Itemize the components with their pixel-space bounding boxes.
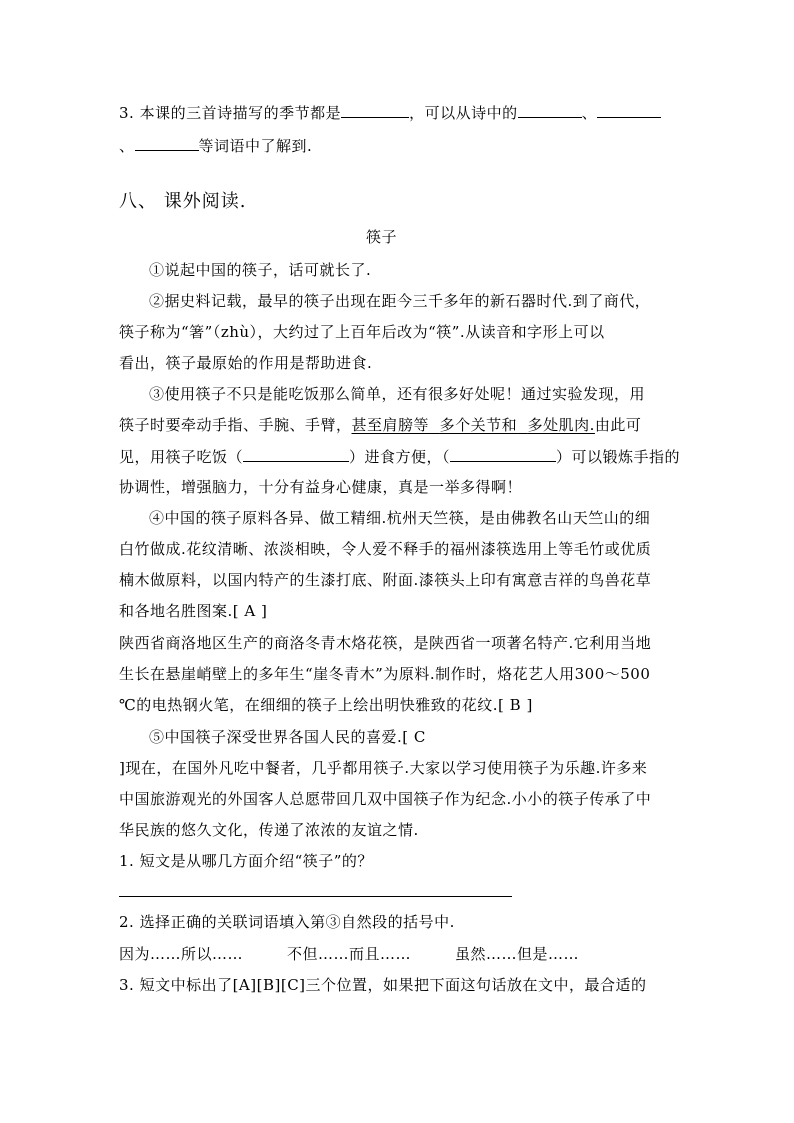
answer-blank[interactable]	[450, 446, 556, 462]
p3-text: 见，用筷子吃饭（	[119, 448, 244, 466]
answer-blank[interactable]	[243, 446, 349, 462]
answer-line[interactable]	[119, 896, 512, 897]
answer-blank[interactable]	[135, 135, 199, 151]
section-heading: 八、 课外阅读.	[119, 191, 247, 212]
p3-text: ）可以锻炼手指的	[556, 448, 681, 466]
paragraph-3-line3	[119, 446, 680, 467]
q3-text-b: ，可以从诗中的	[409, 104, 518, 122]
answer-blank[interactable]	[518, 102, 582, 118]
p3-text: 由此可	[594, 416, 642, 434]
paragraph-1: ①说起中国的筷子，话可就长了.	[149, 261, 372, 279]
q3-text-d: 、	[119, 137, 135, 155]
paragraph-2-line2: 筷子称为“箸”（zhù），大约过了上百年后改为“筷”.从读音和字形上可以	[119, 323, 605, 341]
paragraph-4-line5: 陕西省商洛地区生产的商洛冬青木烙花筷，是陕西省一项著名特产.它利用当地	[119, 634, 652, 652]
question-2: 2. 选择正确的关联词语填入第③自然段的括号中.	[119, 913, 455, 931]
top-question-3-line2	[119, 135, 312, 156]
paragraph-4-line4: 和各地名胜图案.[ A ]	[119, 602, 268, 620]
answer-blank[interactable]	[597, 102, 661, 118]
answer-blank[interactable]	[341, 102, 409, 118]
question-1: 1. 短文是从哪几方面介绍“筷子”的？	[119, 852, 373, 870]
q3-text-a: 3. 本课的三首诗描写的季节都是	[119, 104, 342, 122]
paragraph-3-line2	[119, 415, 641, 435]
paragraph-3-line1: ③使用筷子不只是能吃饭那么简单，还有很多好处呢！通过实验发现，用	[149, 385, 646, 403]
underlined-phrase: 甚至肩膀等	[351, 416, 430, 434]
underlined-phrase: 多个关节和	[439, 416, 518, 434]
q3-text-e: 等词语中了解到.	[198, 137, 313, 155]
question-3: 3. 短文中标出了[A][B][C]三个位置，如果把下面这句话放在文中，最合适的	[119, 976, 647, 994]
option-2: 不但……而且……	[287, 945, 412, 963]
paragraph-4-line7: ℃的电热钢火笔，在细细的筷子上绘出明快雅致的花纹.[ B ]	[119, 696, 533, 714]
option-3: 虽然……但是……	[455, 945, 580, 963]
paragraph-4-line2: 白竹做成.花纹清晰、浓淡相映，令人爱不释手的福州漆筷选用上等毛竹或优质	[119, 540, 652, 558]
q3-text-c: 、	[581, 104, 598, 122]
paragraph-5-line2: ]现在，在国外凡吃中餐者，几乎都用筷子.大家以学习使用筷子为乐趣.许多来	[119, 759, 648, 777]
option-1: 因为……所以……	[119, 945, 244, 963]
question-2-options	[119, 944, 579, 964]
paragraph-3-line4: 协调性，增强脑力，十分有益身心健康，真是一举多得啊！	[119, 478, 523, 496]
p3-text: ）进食方便，（	[349, 448, 451, 466]
underlined-phrase: 多处肌肉.	[527, 416, 595, 434]
paragraph-5-line3: 中国旅游观光的外国客人总愿带回几双中国筷子作为纪念.小小的筷子传承了中	[119, 790, 652, 808]
paragraph-2-line3: 看出，筷子最原始的作用是帮助进食.	[119, 354, 373, 372]
paragraph-4-line3: 楠木做原料，以国内特产的生漆打底、附面.漆筷头上印有寓意吉祥的鸟兽花草	[119, 571, 652, 589]
p3-text: 筷子时要牵动手指、手腕、手臂，	[119, 416, 352, 434]
paragraph-4-line1: ④中国的筷子原料各异、做工精细.杭州天竺筷，是由佛教名山天竺山的细	[149, 509, 651, 527]
article-title: 筷子	[366, 228, 398, 246]
top-question-3-line1	[119, 102, 661, 123]
paragraph-2-line1: ②据史料记载，最早的筷子出现在距今三千多年的新石器时代.到了商代，	[149, 292, 651, 310]
paragraph-4-line6: 生长在悬崖峭壁上的多年生“崖冬青木”为原料.制作时，烙花艺人用300～500	[119, 665, 651, 683]
paragraph-5-line4: 华民族的悠久文化，传递了浓浓的友谊之情.	[119, 821, 419, 839]
paragraph-5-line1: ⑤中国筷子深受世界各国人民的喜爱.[ C	[149, 728, 426, 746]
